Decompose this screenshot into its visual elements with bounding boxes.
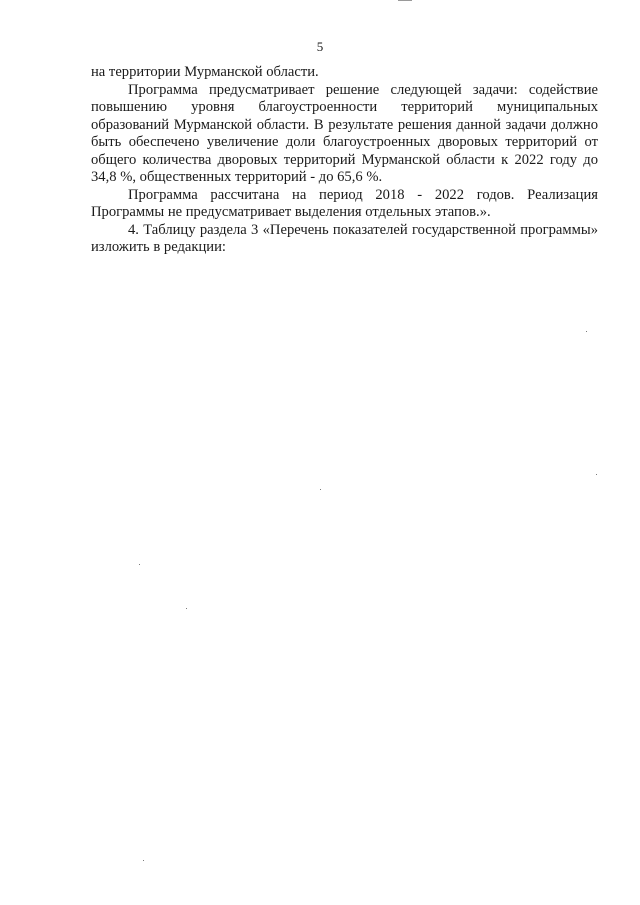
scan-speck [186, 608, 187, 609]
scan-speck [139, 564, 140, 565]
paragraph-continuation: на территории Мурманской области. [91, 64, 319, 80]
scan-speck [596, 474, 597, 475]
scan-speck [320, 489, 321, 490]
document-body [91, 64, 598, 257]
paragraph-table-change: 4. Таблицу раздела 3 «Перечень показателей государственной программы» изложить в редакции: [91, 221, 598, 255]
paragraph-task: Программа предусматривает решение следующей задачи: содействие повышению уровня благоустроенности территорий муниципальных образований Мурманской области. В результате решения данной задачи должно быть обеспечено увеличение доли благоустроенных дворовых территорий от общего количества дворовых территорий Мурманской области к 2022 году до 34,8 %, общественных территорий - до 65,6 %. [91, 81, 598, 185]
scan-mark [398, 0, 412, 4]
scan-speck [143, 860, 144, 861]
paragraph-period: Программа рассчитана на период 2018 - 2022 годов. Реализация Программы не предусматривает выделения отдельных этапов.». [91, 186, 598, 220]
page-number: 5 [316, 39, 324, 54]
scan-speck [586, 331, 587, 332]
